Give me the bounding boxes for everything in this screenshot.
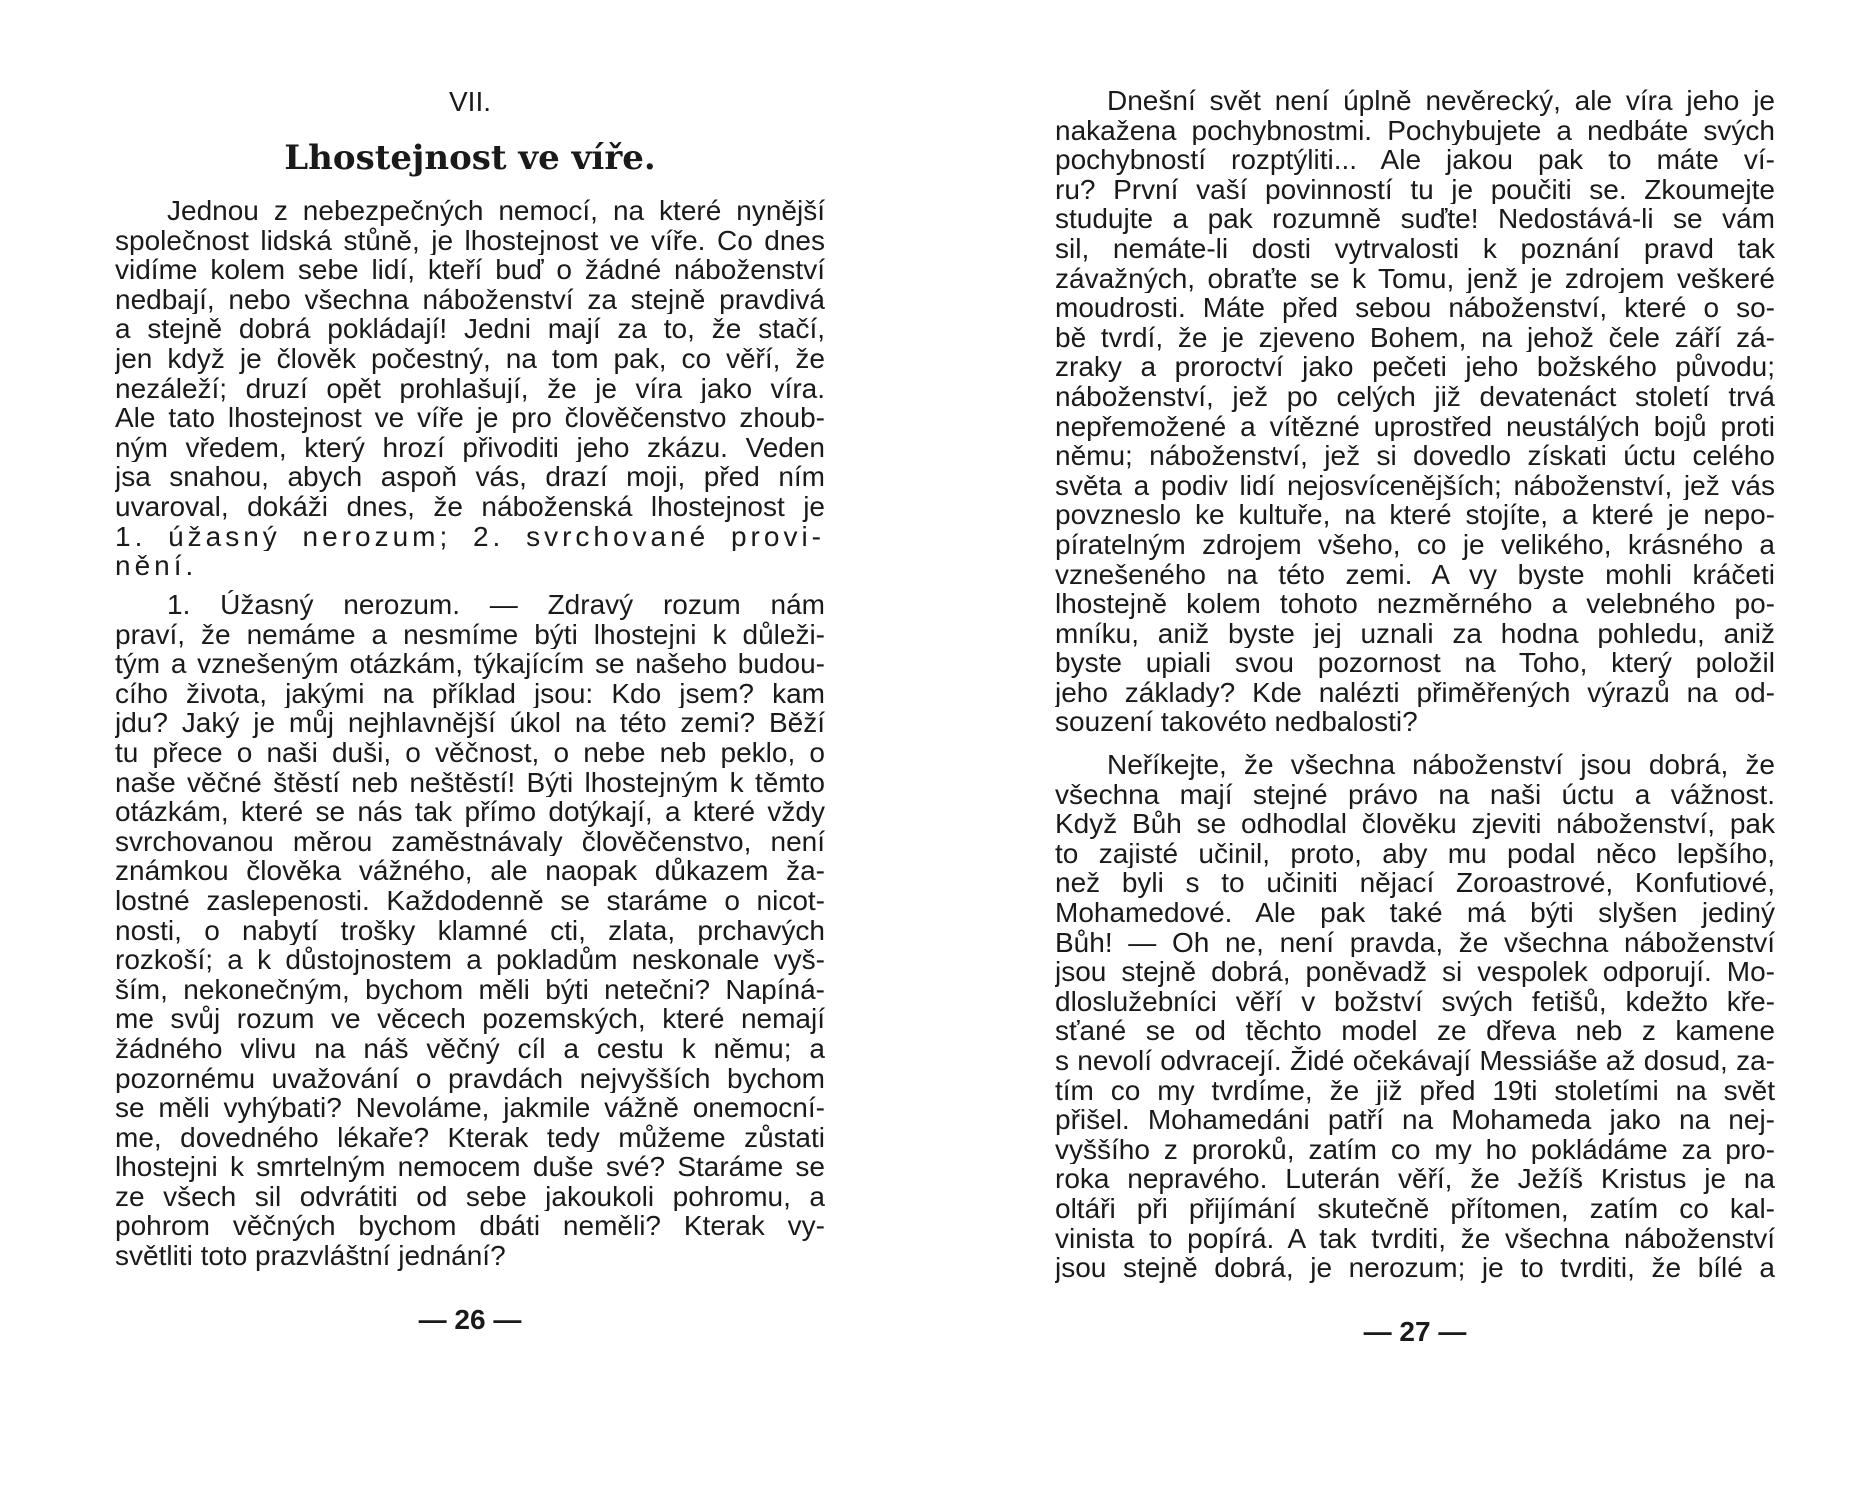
text-line: cího života, jakými na příklad jsou: Kdo jsem? kam [115, 678, 825, 709]
text-line: jen když je člověk počestný, na tom pak, co věří, že [115, 343, 825, 374]
text-line: jsou stejně dobrá, je nerozum; je to tvrditi, že bílé a [1055, 1253, 1775, 1283]
left-paragraph-2 [115, 590, 825, 1271]
text-line: nění. [115, 551, 198, 581]
chapter-title: Lhostejnost ve víře. [284, 138, 656, 178]
text-line: vznešeného na této zemi. A vy byste mohli kráčeti [1055, 559, 1775, 590]
text-line: Dnešní svět není úplně nevěrecký, ale víra jeho je [1107, 86, 1775, 116]
text-line: jdu? Jaký je můj nejhlavnější úkol na této zemi? Běží [115, 708, 825, 738]
text-line: s nevolí odvracejí. Židé očekávají Messiáše až dosud, za- [1055, 1045, 1775, 1076]
text-line: pozornému uvažování o pravdách nejvyšších bychom [115, 1063, 825, 1094]
text-line: moudrosti. Máte před sebou náboženství, které o so- [1055, 293, 1775, 323]
right-paragraph-1 [1055, 86, 1775, 737]
text-line: jsou stejně dobrá, poněvadž si vespolek odporují. Mo- [1055, 957, 1775, 987]
text-line: světliti toto prazvláštní jednání? [115, 1241, 506, 1271]
text-line: tím co my tvrdíme, že již před 19ti stoletími na svět [1055, 1075, 1775, 1106]
text-line: me svůj rozum ve věcech pozemských, které nemají [115, 1004, 825, 1034]
text-line: praví, že nemáme a nesmíme býti lhostejni k důleži- [115, 619, 825, 650]
text-line: svrchovanou měrou zaměstnávaly člověčenstvo, není [115, 826, 825, 857]
text-line: nosti, o nabytí trošky klamné cti, zlata, prchavých [115, 915, 825, 946]
page-number: — 27 — [1363, 1316, 1467, 1347]
text-line: Ale tato lhostejnost ve víře je pro člověčenstvo zhoub- [115, 403, 825, 433]
text-line: nezáleží; druzí opět prohlašují, že je víra jako víra. [115, 373, 825, 404]
text-line: jsa snahou, abych aspoň vás, drazí moji, před ním [115, 462, 825, 492]
text-line: ším, nekonečným, bychom měli býti netečni? Napíná- [115, 974, 825, 1005]
text-line: přišel. Mohamedáni patří na Mohameda jako na nej- [1055, 1105, 1775, 1135]
text-line: všechna mají stejné právo na naši úctu a vážnost. [1055, 779, 1775, 810]
text-line: 1. Úžasný nerozum. — Zdravý rozum nám [167, 590, 825, 620]
text-line: ze všech sil odvrátiti od sebe jakoukoli pohromu, a [115, 1181, 825, 1212]
text-line: studujte a pak rozumně suďte! Nedostává-li se vám [1055, 204, 1775, 234]
text-line: než byli s to učiniti nějací Zoroastrové, Konfutiové, [1055, 868, 1775, 898]
text-line: roka nepravého. Luterán věří, že Ježíš Kristus je na [1055, 1164, 1775, 1194]
left-page [115, 0, 825, 1500]
text-line: pohrom věčných bychom dbáti neměli? Kterak vy- [115, 1211, 825, 1242]
text-line: bě tvrdí, že je zjeveno Bohem, na jehož čele září zá- [1055, 322, 1775, 353]
text-line: Bůh! — Oh ne, není pravda, že všechna náboženství [1055, 927, 1775, 958]
text-line: me, dovedného lékaře? Kterak tedy můžeme zůstati [115, 1122, 825, 1153]
text-line: Jednou z nebezpečných nemocí, na které nynější [167, 196, 825, 226]
text-line: světa a podiv lidí nejosvícenějších; náboženství, jež vás [1055, 470, 1775, 501]
text-line: se měli vyhýbati? Nevoláme, jakmile vážně onemocní- [115, 1093, 825, 1123]
text-line: společnost lidská stůně, je lhostejnost ve víře. Co dnes [115, 225, 825, 256]
text-line: zraky a proroctví jako pečeti jeho božského původu; [1055, 352, 1775, 382]
text-line: Neříkejte, že všechna náboženství jsou dobrá, že [1107, 750, 1775, 780]
text-line: lhostejni k smrtelným nemocem duše své? Staráme se [115, 1152, 825, 1182]
text-line: souzení takovéto nedbalosti? [1055, 707, 1418, 738]
right-paragraph-2 [1055, 750, 1775, 1283]
text-line: sťané se od těchto model ze dřeva neb z kamene [1055, 1016, 1775, 1046]
text-line: vinista to popírá. A tak tvrditi, že všechna náboženství [1055, 1223, 1775, 1254]
text-line: oltáři při přijímání skutečně přítomen, zatím co kal- [1055, 1193, 1775, 1224]
chapter-number: VII. [448, 86, 491, 117]
text-line: naše věčné štěstí neb neštěstí! Býti lhostejným k těmto [115, 767, 825, 798]
text-line: sil, nemáte-li dosti vytrvalosti k poznání pravd tak [1055, 233, 1775, 264]
text-line: uvaroval, dokáži dnes, že náboženská lhostejnost je [115, 491, 825, 522]
text-line: píratelným zdrojem všeho, co je velikého, krásného a [1055, 529, 1775, 560]
text-line: otázkám, které se nás tak přímo dotýkají, a které vždy [115, 797, 825, 827]
text-line: tým a vznešeným otázkám, týkajícím se našeho budou- [115, 649, 825, 679]
text-line: Když Bůh se odhodlal člověku zjeviti náboženství, pak [1055, 809, 1775, 839]
right-page [1055, 0, 1775, 1500]
text-line: to zajisté učinil, proto, aby mu podal něco lepšího, [1055, 838, 1775, 869]
page-number: — 26 — [418, 1304, 522, 1335]
text-line: povzneslo ke kultuře, na které stojíte, a které je nepo- [1055, 500, 1775, 530]
text-line: jeho základy? Kde nalézti přiměřených výrazů na od- [1055, 677, 1775, 708]
text-line: dloslužebníci věří v božství svých fetišů, kdežto kře- [1055, 986, 1775, 1017]
left-paragraph-1 [115, 196, 825, 581]
text-line: byste upiali svou pozornost na Toho, který položil [1055, 648, 1775, 678]
text-line: nedbají, nebo všechna náboženství za stejně pravdivá [115, 284, 825, 315]
text-line: nepřemožené a vítězné uprostřed neustálých bojů proti [1055, 411, 1775, 442]
text-line: žádného vlivu na náš věčný cíl a cestu k němu; a [115, 1033, 825, 1064]
text-line: pochybností rozptýliti... Ale jakou pak to máte ví- [1055, 145, 1775, 175]
text-line: Mohamedové. Ale pak také má býti slyšen jediný [1055, 897, 1775, 928]
text-line: ným vředem, který hrozí přivoditi jeho zkázu. Veden [115, 432, 825, 463]
text-line: nakažena pochybnostmi. Pochybujete a nedbáte svých [1055, 115, 1775, 146]
text-line: náboženství, jež po celých již devatenáct století trvá [1055, 381, 1775, 412]
text-line: známkou člověka vážného, ale naopak důkazem ža- [115, 856, 825, 886]
text-line: závažných, obraťte se k Tomu, jenž je zdrojem veškeré [1055, 263, 1775, 294]
text-line: 1. úžasný nerozum; 2. svrchované provi- [115, 521, 825, 552]
text-line: němu; náboženství, jež si dovedlo získati úctu celého [1055, 441, 1775, 471]
text-line: mníku, aniž byste jej uznali za hodna pohledu, aniž [1055, 618, 1775, 649]
text-line: tu přece o naši duši, o věčnost, o nebe neb peklo, o [115, 737, 825, 768]
text-line: rozkoší; a k důstojnostem a pokladům neskonale vyš- [115, 945, 825, 975]
text-line: lostné zaslepenosti. Každodenně se staráme o nicot- [115, 885, 825, 916]
text-line: a stejně dobrá pokládají! Jedni mají za to, že stačí, [115, 314, 825, 344]
text-line: vidíme kolem sebe lidí, kteří buď o žádné náboženství [115, 255, 825, 285]
text-line: vyššího z proroků, zatím co my ho pokládáme za pro- [1055, 1134, 1775, 1165]
text-line: ru? První vaší povinností tu je poučiti se. Zkoumejte [1055, 174, 1775, 205]
text-line: lhostejně kolem tohoto nezměrného a velebného po- [1055, 589, 1775, 619]
